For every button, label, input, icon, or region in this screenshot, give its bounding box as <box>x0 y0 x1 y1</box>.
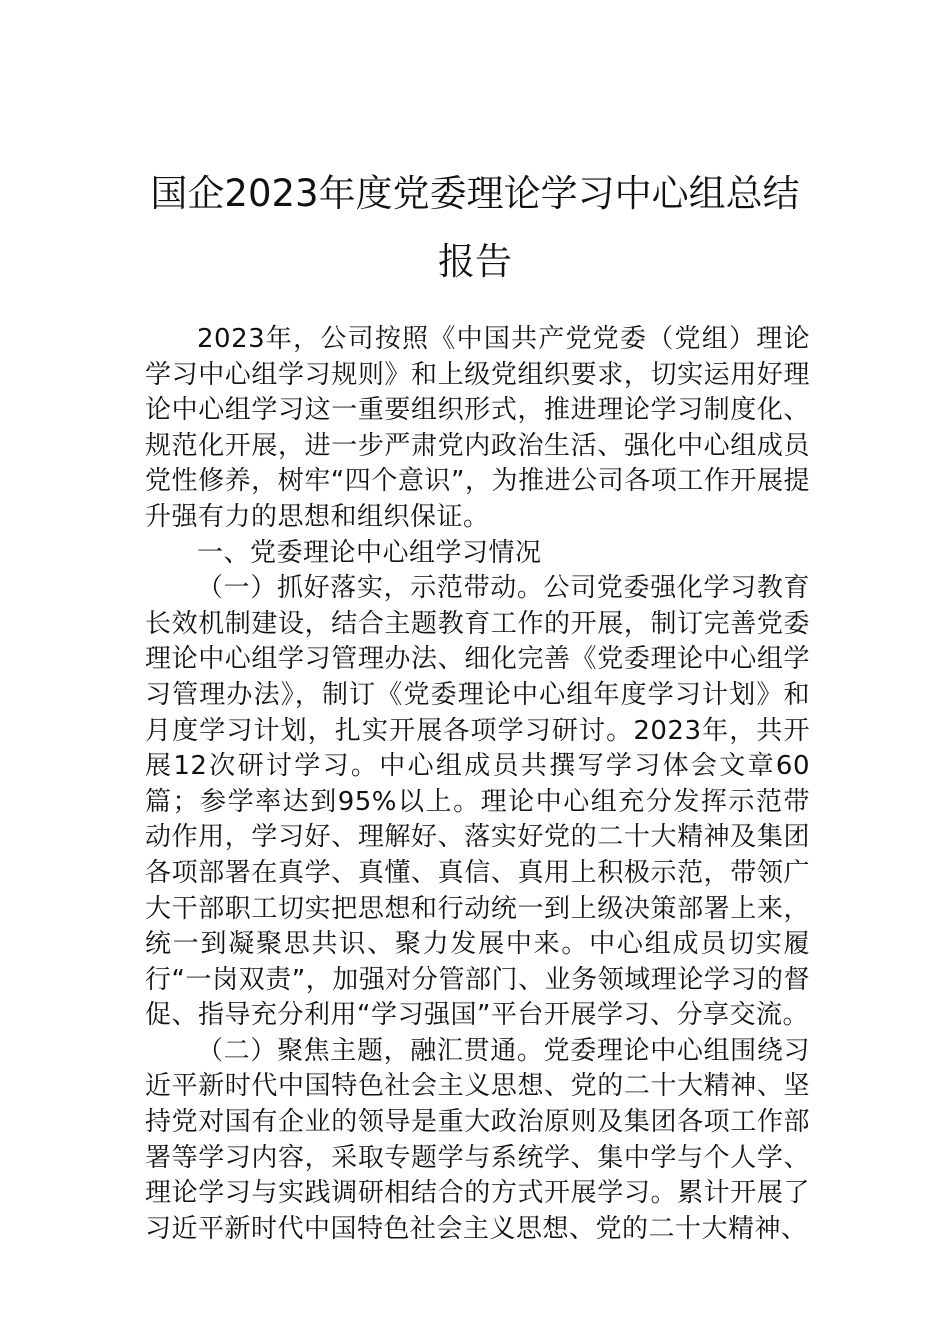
section-heading: 一、党委理论中心组学习情况 <box>197 537 542 568</box>
document-body <box>145 322 810 1247</box>
subsection-paragraph-2: （二）聚焦主题，融汇贯通。党委理论中心组围绕习近平新时代中国特色社会主义思想、党的二十大精神、坚持党对国有企业的领导是重大政治原则及集团各项工作部署等学习内容，采取专题学与系统学、集中学与个人学、理论学习与实践调研相结合的方式开展学习。累计开展了习近平新时代中国特色社会主义思想、党的二十大精神、 <box>145 1035 810 1244</box>
subsection-paragraph-1: （一）抓好落实，示范带动。公司党委强化学习教育长效机制建设，结合主题教育工作的开展，制订完善党委理论中心组学习管理办法、细化完善《党委理论中心组学习管理办法》，制订《党委理论中心组年度学习计划》和月度学习计划，扎实开展各项学习研讨。2023年，共开展12次研讨学习。中心组成员共撰写学习体会文章60篇；参学率达到95%以上。理论中心组充分发挥示范带动作用，学习好、理解好、落实好党的二十大精神及集团各项部署在真学、真懂、真信、真用上积极示范，带领广大干部职工切实把思想和行动统一到上级决策部署上来，统一到凝聚思共识、聚力发展中来。中心组成员切实履行“一岗双责”，加强对分管部门、业务领域理论学习的督促、指导充分利用“学习强国”平台开展学习、分享交流。 <box>145 573 810 1031</box>
intro-paragraph: 2023年，公司按照《中国共产党党委（党组）理论学习中心组学习规则》和上级党组织要求，切实运用好理论中心组学习这一重要组织形式，推进理论学习制度化、规范化开展，进一步严肃党内政治生活、强化中心组成员党性修养，树牢“四个意识”，为推进公司各项工作开展提升强有力的思想和组织保证。 <box>145 324 810 532</box>
document-title: 国企2023年度党委理论学习中心组总结报告 <box>150 172 800 283</box>
